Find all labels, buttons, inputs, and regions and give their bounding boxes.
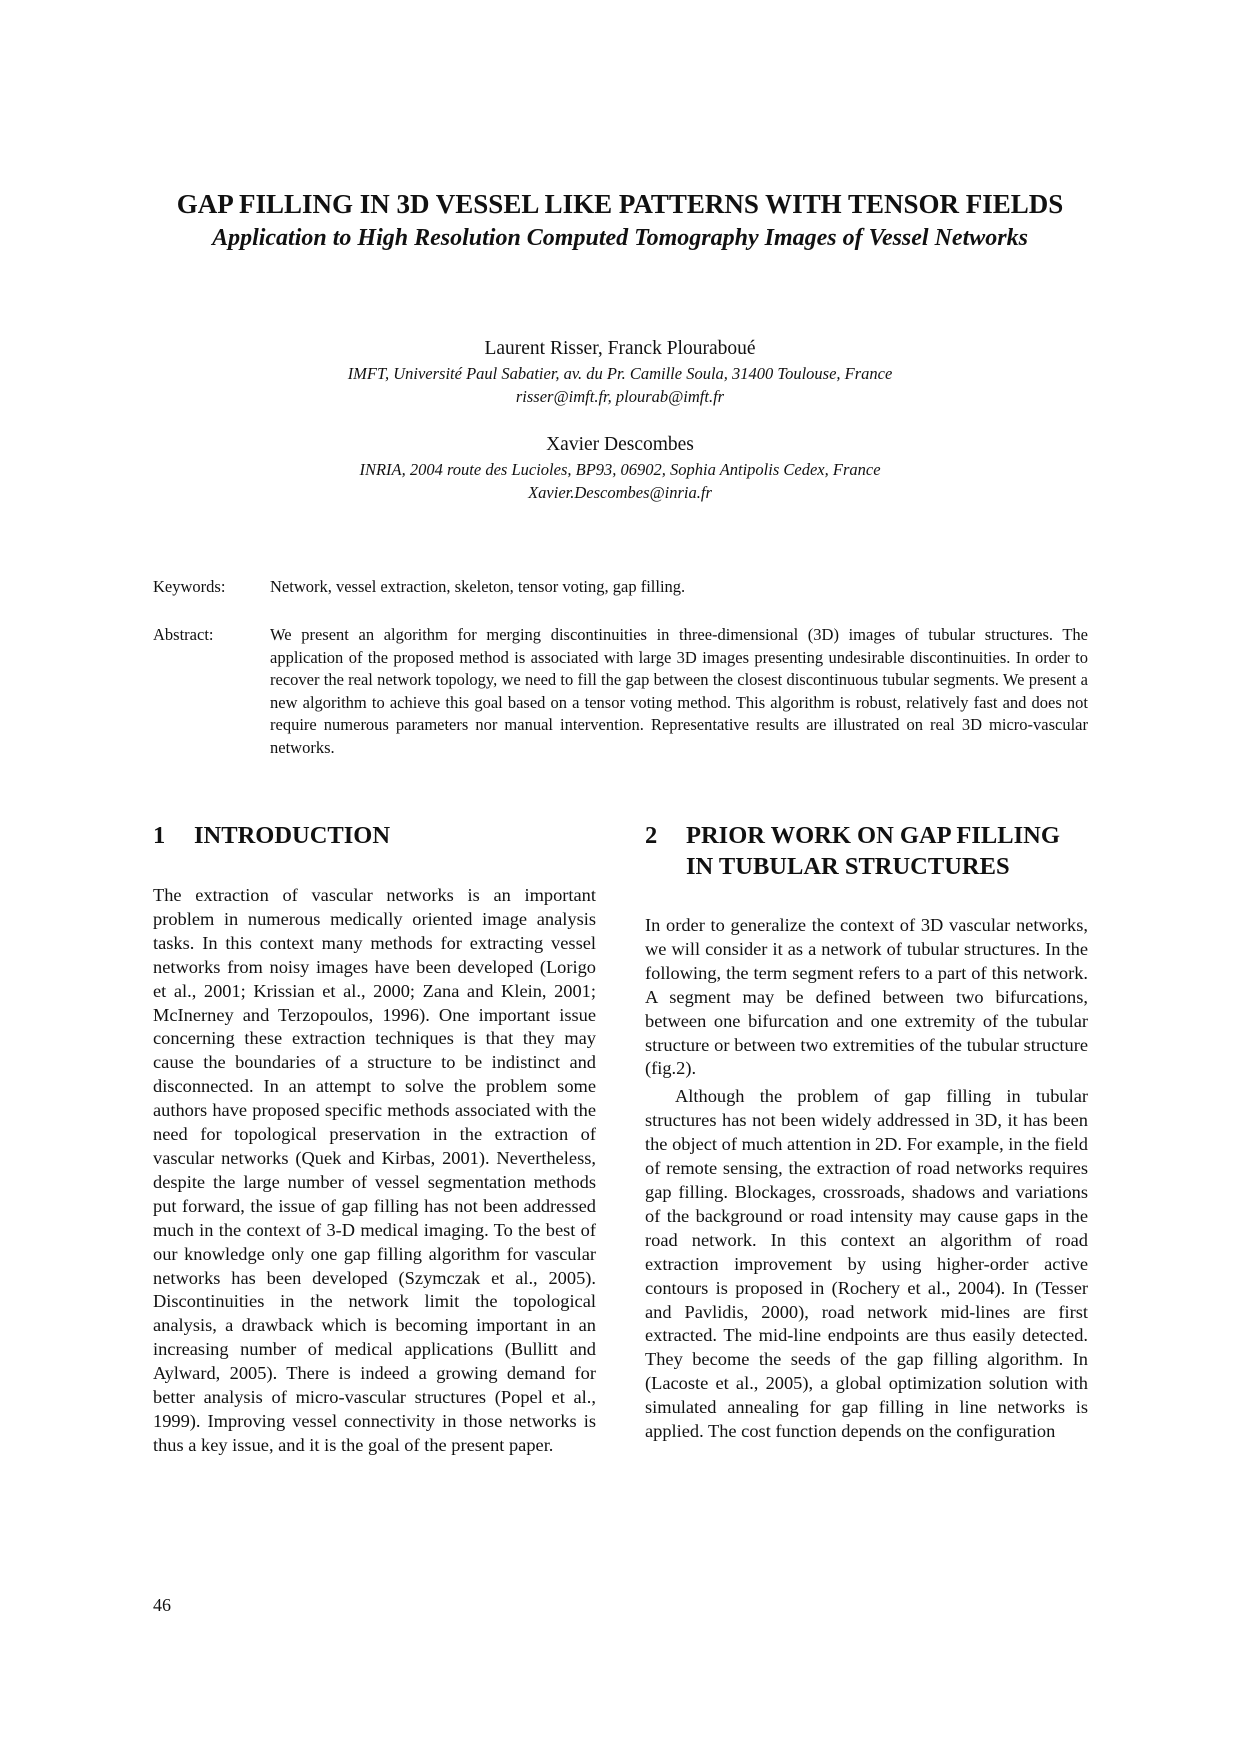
author-affiliation: INRIA, 2004 route des Lucioles, BP93, 06902, Sophia Antipolis Cedex, France: [359, 460, 881, 479]
right-column: [645, 820, 1088, 1444]
section-title: INTRODUCTION: [194, 822, 391, 849]
left-column: [153, 820, 596, 1458]
paper-title: GAP FILLING IN 3D VESSEL LIKE PATTERNS WITH TENSOR FIELDS: [176, 189, 1064, 219]
paper-subtitle: Application to High Resolution Computed Tomography Images of Vessel Networks: [212, 225, 1028, 251]
section-heading-introduction: [153, 820, 596, 851]
author-email: risser@imft.fr, plourab@imft.fr: [515, 387, 725, 406]
author-email: Xavier.Descombes@inria.fr: [528, 483, 712, 502]
body-paragraph: In order to generalize the context of 3D vascular networks, we will consider it as a network of tubular structures. In the following, the term segment refers to a part of this network. A segment may be defined between two bifurcations, between one bifurcation and one extremity of the tubular structure or between two extremities of the tubular structure (fig.2).: [645, 915, 1088, 1079]
section-heading-prior-work: [645, 820, 1088, 882]
keywords-row: [153, 576, 1088, 599]
abstract-label: Abstract:: [153, 625, 214, 644]
author-block-2: [120, 432, 1120, 504]
author-names: Laurent Risser, Franck Plouraboué: [484, 338, 756, 359]
author-affiliation: IMFT, Université Paul Sabatier, av. du Pr. Camille Soula, 31400 Toulouse, France: [347, 364, 893, 383]
abstract-row: [153, 624, 1088, 760]
section-title: PRIOR WORK ON GAP FILLING IN TUBULAR STRUCTURES: [686, 822, 1060, 880]
section-number: 1: [153, 822, 166, 849]
body-paragraph: Although the problem of gap filling in tubular structures has not been widely addressed in 3D, it has been the object of much attention in 2D. For example, in the field of remote sensing, the extraction of road networks requires gap filling. Blockages, crossroads, shadows and variations of the background or road intensity may cause gaps in the road network. In this context an algorithm of road extraction improvement by using higher-order active contours is proposed in (Rochery et al., 2004). In (Tesser and Pavlidis, 2000), road network mid-lines are first extracted. The mid-line endpoints are thus easily detected. They become the seeds of the gap filling algorithm. In (Lacoste et al., 2005), a global optimization solution with simulated annealing for gap filling in line networks is applied. The cost function depends on the configuration: [645, 1086, 1088, 1442]
body-paragraph: The extraction of vascular networks is an important problem in numerous medically oriented image analysis tasks. In this context many methods for extracting vessel networks from noisy images have been developed (Lorigo et al., 2001; Krissian et al., 2000; Zana and Klein, 2001; McInerney and Terzopoulos, 1996). One important issue concerning these extraction techniques is that they may cause the boundaries of a structure to be indistinct and disconnected. In an attempt to solve the problem some authors have proposed specific methods associated with the need for topological preservation in the extraction of vascular networks (Quek and Kirbas, 2001). Nevertheless, despite the large number of vessel segmentation methods put forward, the issue of gap filling has not been addressed much in the context of 3-D medical imaging. To the best of our knowledge only one gap filling algorithm for vascular networks has been developed (Szymczak et al., 2005). Discontinuities in the network limit the topological analysis, a drawback which is becoming important in an increasing number of medical applications (Bullitt and Aylward, 2005). There is indeed a growing demand for better analysis of micro-vascular structures (Popel et al., 1999). Improving vessel connectivity in those networks is thus a key issue, and it is the goal of the present paper.: [153, 885, 596, 1455]
abstract-text: We present an algorithm for merging discontinuities in three-dimensional (3D) images of tubular structures. The application of the proposed method is associated with large 3D images presenting undesirable discontinuities. In order to recover the real network topology, we need to fill the gap between the closest discontinuous tubular segments. We present a new algorithm to achieve this goal based on a tensor voting method. This algorithm is robust, relatively fast and does not require numerous parameters nor manual intervention. Representative results are illustrated on real 3D micro-vascular networks.: [270, 625, 1088, 757]
author-block-1: [120, 336, 1120, 408]
keywords-label: Keywords:: [153, 577, 226, 596]
section-number: 2: [645, 822, 658, 849]
keywords-text: Network, vessel extraction, skeleton, tensor voting, gap filling.: [270, 577, 686, 596]
title-block: [120, 188, 1120, 253]
author-names: Xavier Descombes: [546, 434, 694, 455]
page-number: 46: [153, 1595, 171, 1615]
